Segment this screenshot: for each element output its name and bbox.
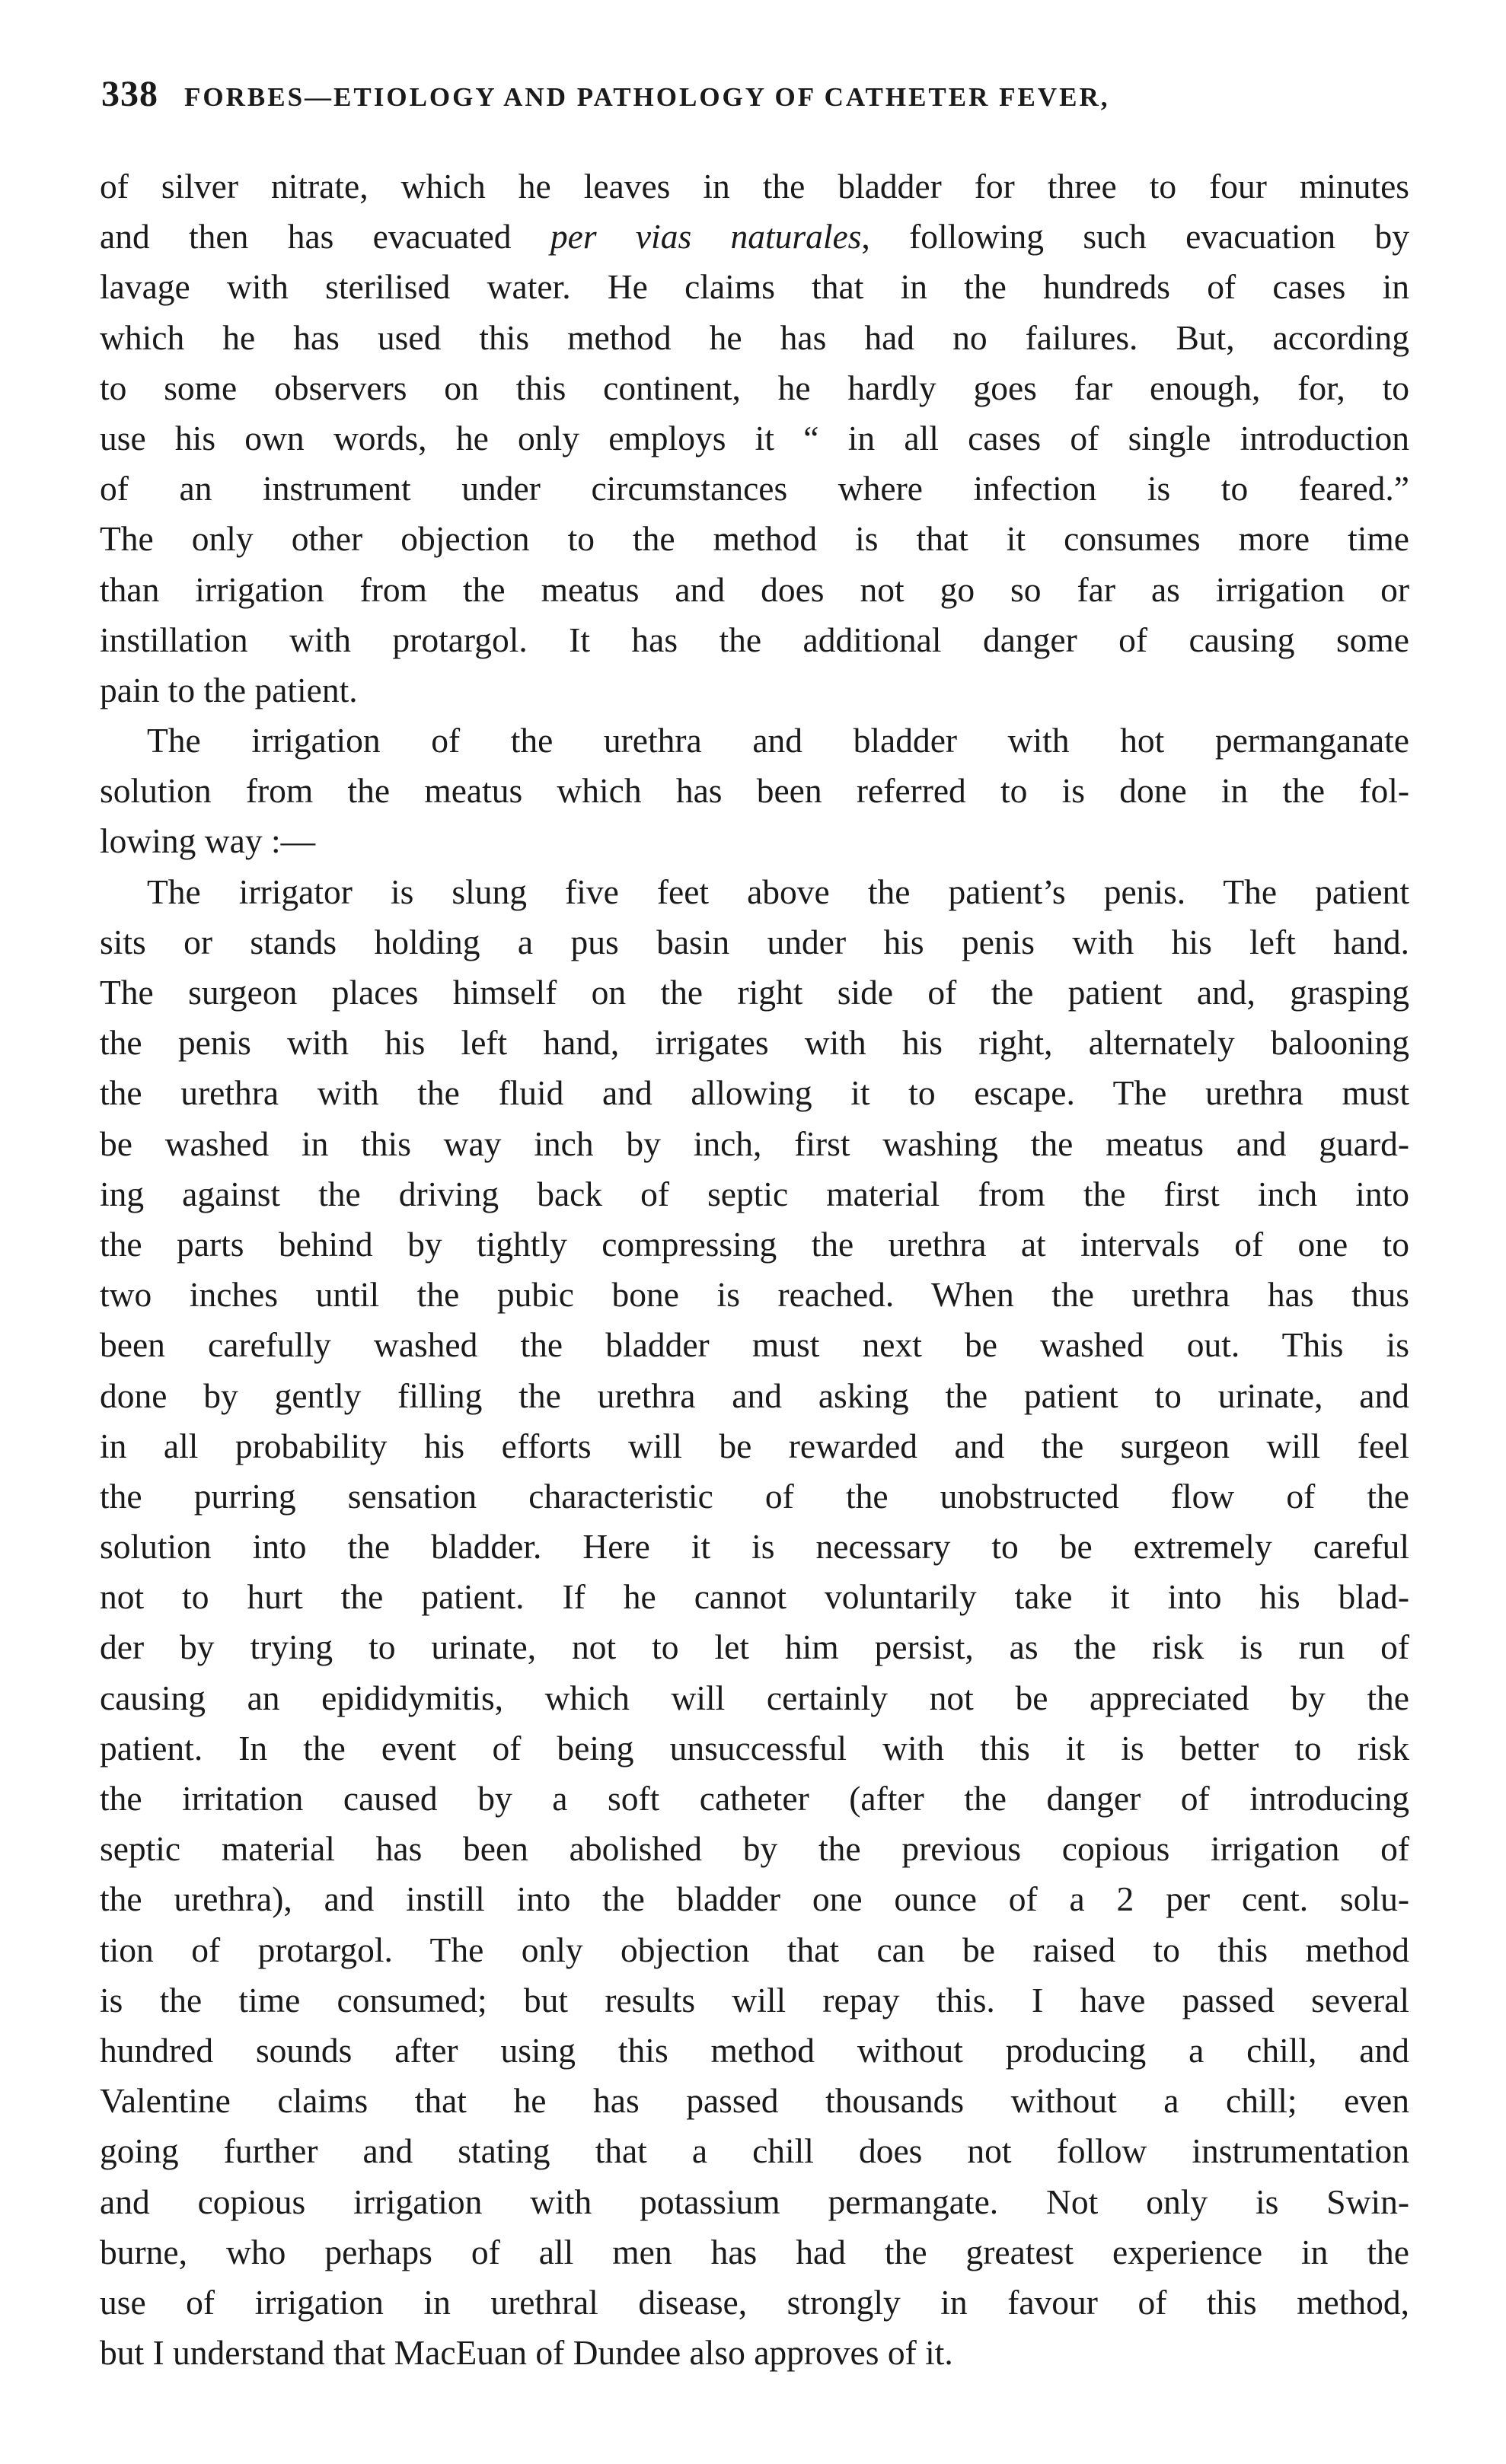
text-line: septic material has been abolished by the previous copious irrigation of bbox=[100, 1829, 1409, 1869]
text-line: not to hurt the patient. If he cannot voluntarily take it into his blad- bbox=[100, 1577, 1409, 1617]
text-line: to some observers on this continent, he hardly goes far enough, for, to bbox=[100, 368, 1409, 407]
text-line: Valentine claims that he has passed thousands without a chill; even bbox=[100, 2081, 1409, 2121]
text-line: tion of protargol. The only objection that can be raised to this method bbox=[100, 1930, 1409, 1969]
text-line: use his own words, he only employs it “ in all cases of single introduction bbox=[100, 418, 1409, 457]
text-line: pain to the patient. bbox=[100, 670, 358, 709]
text-line: instillation with protargol. It has the additional danger of causing some bbox=[100, 620, 1409, 659]
text-line: the parts behind by tightly compressing the urethra at intervals of one to bbox=[100, 1224, 1409, 1264]
text-line: solution into the bladder. Here it is necessary to be extremely careful bbox=[100, 1527, 1409, 1567]
text-line: done by gently filling the urethra and asking the patient to urinate, and bbox=[100, 1375, 1409, 1415]
text-line: The irrigation of the urethra and bladder with hot permanganate bbox=[147, 721, 1409, 760]
text-line: der by trying to urinate, not to let him persist, as the risk is run of bbox=[100, 1627, 1409, 1667]
text-line: of an instrument under circumstances where infection is to feared.” bbox=[100, 469, 1409, 508]
text-line: use of irrigation in urethral disease, strongly in favour of this method, bbox=[100, 2282, 1409, 2322]
text-line: solution from the meatus which has been referred to is done in the fol- bbox=[100, 771, 1409, 811]
text-line: The irrigator is slung five feet above the patient’s penis. The patient bbox=[147, 872, 1409, 911]
text-line: and copious irrigation with potassium permangate. Not only is Swin- bbox=[100, 2182, 1409, 2221]
page-number: 338 bbox=[101, 74, 158, 114]
text-line: ing against the driving back of septic material from the first inch into bbox=[100, 1174, 1409, 1213]
text-line: lavage with sterilised water. He claims that in the hundreds of cases in bbox=[100, 267, 1409, 307]
text-line: the purring sensation characteristic of the unobstructed flow of the bbox=[100, 1476, 1409, 1516]
text-line: be washed in this way inch by inch, first washing the meatus and guard- bbox=[100, 1124, 1409, 1163]
text-line: but I understand that MacEuan of Dundee also approves of it. bbox=[100, 2333, 953, 2373]
text-line: The only other objection to the method is that it consumes more time bbox=[100, 519, 1409, 559]
body-text bbox=[100, 161, 1409, 2378]
text-line: and then has evacuated per vias naturales, following such evacuation by bbox=[100, 217, 1409, 257]
text-line: going further and stating that a chill does not follow instrumentation bbox=[100, 2131, 1409, 2171]
text-line: two inches until the pubic bone is reached. When the urethra has thus bbox=[100, 1275, 1409, 1315]
text-line: burne, who perhaps of all men has had the greatest experience in the bbox=[100, 2232, 1409, 2271]
text-line: which he has used this method he has had no failures. But, according bbox=[100, 317, 1409, 357]
text-line: the penis with his left hand, irrigates with his right, alternately balooning bbox=[100, 1023, 1409, 1063]
text-line: in all probability his efforts will be rewarded and the surgeon will feel bbox=[100, 1426, 1409, 1465]
text-line: sits or stands holding a pus basin under his penis with his left hand. bbox=[100, 922, 1409, 961]
text-line: of silver nitrate, which he leaves in the bladder for three to four minutes bbox=[100, 167, 1409, 206]
text-line: is the time consumed; but results will repay this. I have passed several bbox=[100, 1980, 1409, 2019]
text-line: been carefully washed the bladder must next be washed out. This is bbox=[100, 1325, 1409, 1365]
text-line: patient. In the event of being unsuccessful with this it is better to risk bbox=[100, 1728, 1409, 1768]
running-title: FORBES—ETIOLOGY AND PATHOLOGY OF CATHETER FEVER, bbox=[184, 82, 1110, 112]
text-line: hundred sounds after using this method without producing a chill, and bbox=[100, 2030, 1409, 2070]
text-line: lowing way :— bbox=[100, 821, 316, 861]
text-line: the irritation caused by a soft catheter (after the danger of introducing bbox=[100, 1779, 1409, 1818]
text-line: The surgeon places himself on the right side of the patient and, grasping bbox=[100, 973, 1409, 1012]
text-line: the urethra with the fluid and allowing it to escape. The urethra must bbox=[100, 1073, 1409, 1113]
running-head bbox=[101, 73, 1418, 115]
text-line: than irrigation from the meatus and does not go so far as irrigation or bbox=[100, 569, 1409, 609]
text-line: causing an epididymitis, which will certainly not be appreciated by the bbox=[100, 1678, 1409, 1717]
text-line: the urethra), and instill into the bladder one ounce of a 2 per cent. solu- bbox=[100, 1879, 1409, 1919]
